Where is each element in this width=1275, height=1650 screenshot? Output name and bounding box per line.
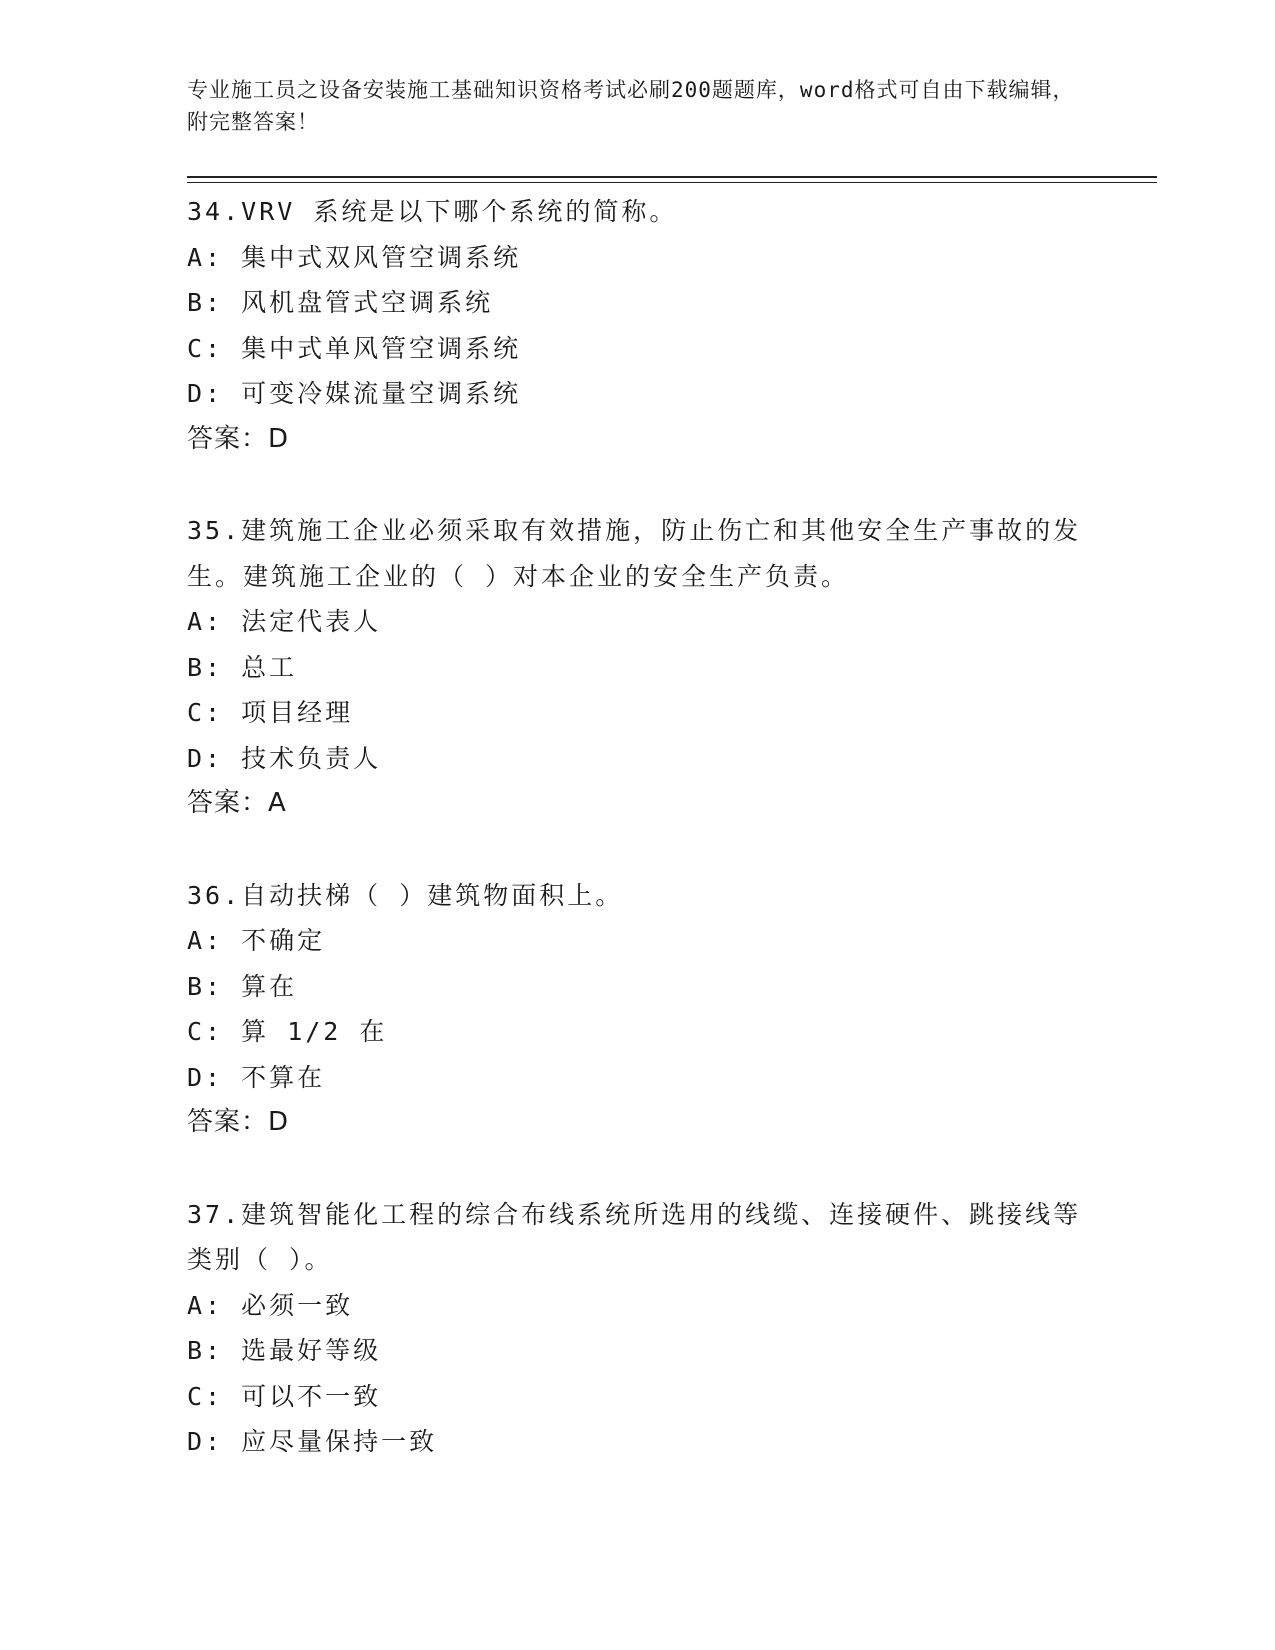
question-stem: 34.VRV 系统是以下哪个系统的简称。 [187,197,678,226]
question-34 [187,189,1087,462]
option-a: A: 集中式双风管空调系统 [187,242,522,272]
answer: 答案：D [187,423,290,454]
option-a: A: 不确定 [187,926,326,955]
question-stem: 37.建筑智能化工程的综合布线系统所选用的线缆、连接硬件、跳接线等类别（ ）。 [187,1199,1082,1274]
option-b: B: 算在 [187,971,298,1001]
document-header: 专业施工员之设备安装施工基础知识资格考试必刷200题题库，word格式可自由下载编辑，附完整答案！ [187,78,1075,134]
option-d: D: 技术负责人 [187,743,382,773]
header-rule-thin [187,182,1157,183]
option-d: D: 可变冷媒流量空调系统 [187,379,522,408]
option-a: A: 必须一致 [187,1290,354,1320]
question-stem: 35.建筑施工企业必须采取有效措施，防止伤亡和其他安全生产事故的发生。建筑施工企业的（ ）对本企业的安全生产负责。 [187,516,1082,591]
option-a: A: 法定代表人 [187,607,382,636]
option-c: C: 可以不一致 [187,1381,382,1411]
answer: 答案：A [187,788,287,818]
question-stem: 36.自动扶梯（ ）建筑物面积上。 [187,880,624,910]
question-list [187,189,1087,1511]
option-c: C: 集中式单风管空调系统 [187,333,522,363]
option-c: C: 项目经理 [187,698,354,727]
option-c: C: 算 1/2 在 [187,1017,388,1046]
answer: 答案：D [187,1107,290,1137]
option-d: D: 应尽量保持一致 [187,1427,438,1456]
question-36 [187,873,1087,1146]
option-b: B: 选最好等级 [187,1336,382,1365]
option-b: B: 总工 [187,652,298,682]
option-d: D: 不算在 [187,1062,326,1092]
option-b: B: 风机盘管式空调系统 [187,288,494,317]
question-37 [187,1192,1087,1465]
question-35 [187,508,1087,827]
header-rule-thick [187,176,1157,178]
